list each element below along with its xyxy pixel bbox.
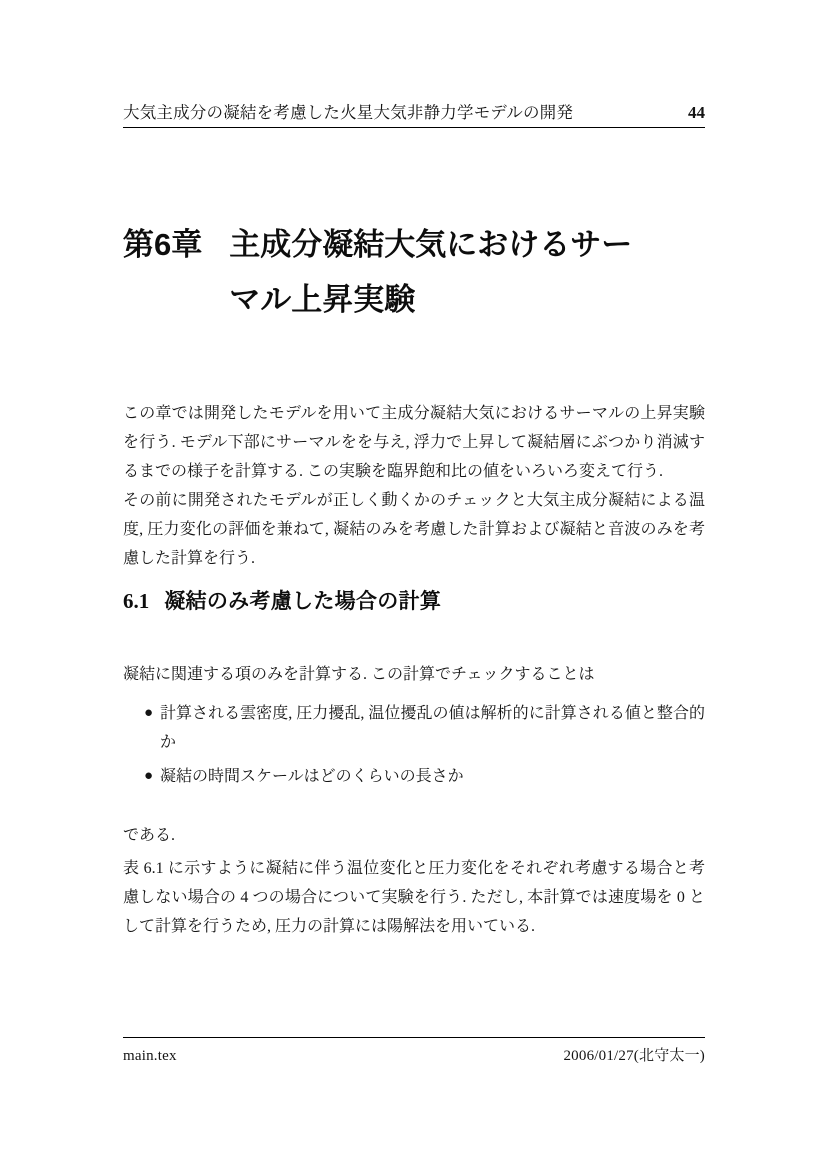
- running-title: 大気主成分の凝結を考慮した火星大気非静力学モデルの開発: [123, 104, 574, 122]
- bullet-text: 計算される雲密度, 圧力擾乱, 温位擾乱の値は解析的に計算される値と整合的か: [160, 705, 705, 751]
- paragraph-section-intro: 凝結に関連する項のみを計算する. この計算でチェックすることは: [123, 666, 595, 683]
- page-header: [123, 99, 705, 128]
- footer-filename: main.tex: [123, 1048, 177, 1064]
- chapter-title: [229, 217, 632, 327]
- chapter-heading: [123, 217, 763, 327]
- paragraph-thermal-experiment: この章では開発したモデルを用いて主成分凝結大気におけるサーマルの上昇実験を行う. モデル下部にサーマルをを与え, 浮力で上昇して凝結層にぶつかり消滅するまでの様子を計算する. この実験を臨界飽和比の値をいろいろ変えて行う.: [123, 405, 705, 480]
- section-number: 6.1: [123, 589, 150, 613]
- footer-date-author: 2006/01/27(北守太一): [563, 1048, 705, 1064]
- page-footer: [123, 1037, 705, 1065]
- paragraph-model-check: その前に開発されたモデルが正しく動くかのチェックと大気主成分凝結による温度, 圧力変化の評価を兼ねて, 凝結のみを考慮した計算および凝結と音波のみを考慮した計算を行う.: [123, 492, 705, 567]
- chapter-label: 第6章: [123, 227, 203, 262]
- bullet-icon: ●: [144, 768, 154, 784]
- list-item: [146, 699, 705, 757]
- paragraph-table-experiments: 表 6.1 に示すように凝結に伴う温位変化と圧力変化をそれぞれ考慮する場合と考慮しない場合の 4 つの場合について実験を行う. ただし, 本計算では速度場を 0 として計算を行うため, 圧力の計算には陽解法を用いている.: [123, 860, 705, 935]
- bullet-text: 凝結の時間スケールはどのくらいの長さか: [160, 768, 464, 785]
- bullet-icon: ●: [144, 705, 154, 721]
- section-heading: [123, 585, 705, 615]
- chapter-title-line-2: マル上昇実験: [229, 282, 416, 317]
- list-item: [146, 762, 705, 791]
- bullet-list: [146, 699, 705, 791]
- page-number: 44: [688, 103, 705, 122]
- chapter-title-line-1: 主成分凝結大気におけるサー: [229, 227, 633, 262]
- paragraph-after-list: である.: [123, 827, 176, 844]
- section-title: 凝結のみ考慮した場合の計算: [164, 590, 442, 613]
